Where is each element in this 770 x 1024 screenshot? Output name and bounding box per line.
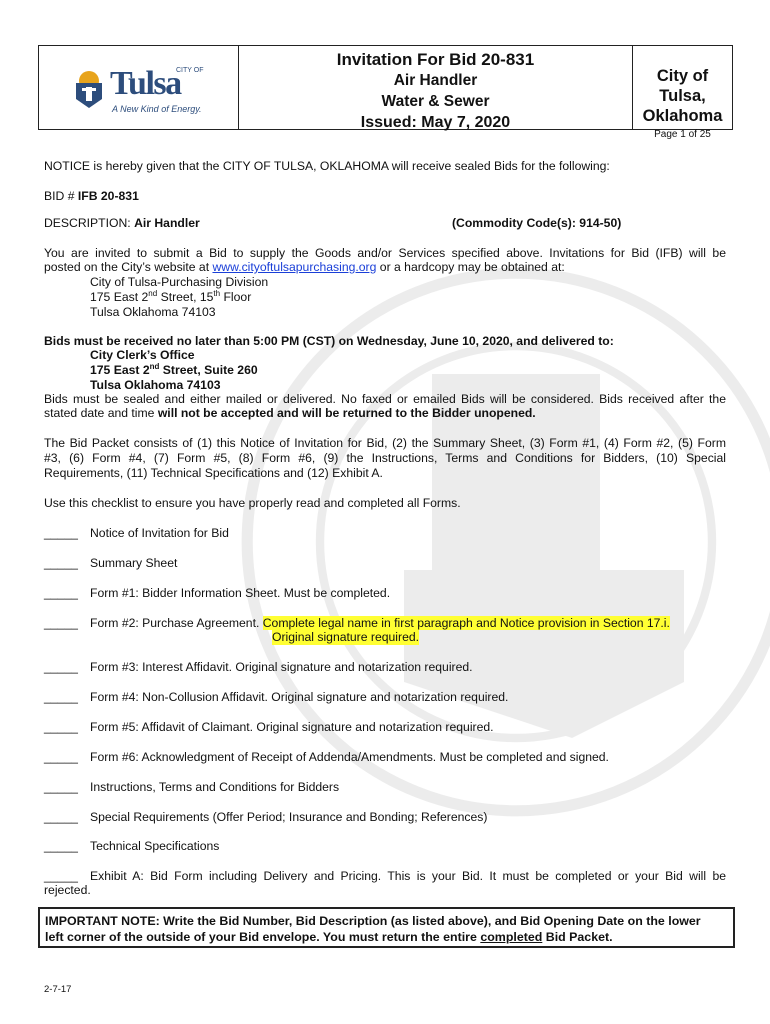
clerk-city: Tulsa Oklahoma 74103 bbox=[90, 378, 221, 392]
address-line3: Tulsa Oklahoma 74103 bbox=[90, 305, 216, 319]
tulsa-shield-icon bbox=[72, 69, 106, 109]
footer-revision: 2-7-17 bbox=[44, 984, 72, 995]
bid-title: Invitation For Bid 20-831 bbox=[336, 50, 535, 69]
logo-cell bbox=[39, 46, 239, 129]
description-label: DESCRIPTION: Air Handler bbox=[44, 216, 200, 230]
important-note-box bbox=[38, 907, 735, 948]
bid-number: BID # IFB 20-831 bbox=[44, 189, 139, 203]
important-note-line1: IMPORTANT NOTE: Write the Bid Number, Bid Description (as listed above), and Bid Opening Date on the lower bbox=[45, 914, 701, 928]
address-line2: 175 East 2nd Street, 15th Floor bbox=[90, 288, 252, 304]
address-line1: City of Tulsa-Purchasing Division bbox=[90, 275, 269, 289]
check-blank[interactable]: _____ bbox=[44, 526, 78, 540]
packet-line2: #3, (6) Form #4, (7) Form #5, (8) Form #6, (9) the Instructions, Terms and Conditions for Bidders, (10) Special bbox=[44, 451, 726, 465]
check-blank[interactable]: _____ bbox=[44, 556, 78, 570]
bid-department: Water & Sewer bbox=[381, 93, 490, 110]
commodity-code: (Commodity Code(s): 914-50) bbox=[452, 216, 622, 230]
check-blank[interactable]: _____ bbox=[44, 616, 78, 630]
invite-line2: posted on the City’s website at www.cityoftulsapurchasing.org or a hardcopy may be obtained at: bbox=[44, 260, 565, 274]
check-blank[interactable]: _____ bbox=[44, 586, 78, 600]
title-cell bbox=[239, 46, 633, 129]
logo-wordmark: Tulsa bbox=[110, 65, 181, 102]
city-logo bbox=[72, 63, 212, 118]
check-blank[interactable]: _____ bbox=[44, 720, 78, 734]
bid-subject: Air Handler bbox=[393, 72, 478, 89]
check-blank[interactable]: _____ bbox=[44, 780, 78, 794]
important-note-line2: left corner of the outside of your Bid envelope. You must return the entire completed Bid Packet. bbox=[45, 930, 613, 944]
check-blank[interactable]: _____ bbox=[44, 750, 78, 764]
packet-line3: Requirements, (11) Technical Specifications and (12) Exhibit A. bbox=[44, 466, 383, 480]
deadline-text: Bids must be received no later than 5:00 PM (CST) on Wednesday, June 10, 2020, and delivered to: bbox=[44, 334, 614, 348]
city-name: City of Tulsa, bbox=[656, 67, 709, 105]
logo-tagline: A New Kind of Energy. bbox=[112, 104, 202, 114]
page-number: Page 1 of 25 bbox=[654, 129, 711, 140]
purchasing-website-link[interactable]: www.cityoftulsapurchasing.org bbox=[212, 260, 377, 274]
check-blank[interactable]: _____ bbox=[44, 869, 78, 883]
sealed-bids-line: Bids must be sealed and either mailed or delivered. No faxed or emailed Bids will be considered. Bids received after the bbox=[44, 392, 726, 406]
stated-date-line: stated date and time will not be accepted and will be returned to the Bidder unopened. bbox=[44, 406, 536, 420]
logo-city-of: CITY OF bbox=[176, 67, 204, 74]
notice-text: NOTICE is hereby given that the CITY OF TULSA, OKLAHOMA will receive sealed Bids for the following: bbox=[44, 159, 610, 173]
header-table bbox=[38, 45, 733, 140]
check-blank[interactable]: _____ bbox=[44, 839, 78, 853]
city-cell bbox=[633, 46, 732, 140]
clerk-office: City Clerk’s Office bbox=[90, 348, 195, 362]
document-page: Tulsa CITY OF A New Kind of Energy. Invitation For Bid 20-831 Air Handler Water & Sewer Issued: May 7, 2020 City of Tulsa, Oklahoma Page 1 of 25 NOTICE is hereby given that the CITY OF TULSA, OKLAHOMA will receive sealed Bids for the following: BID # IFB 20-831 DESCRIPTION: Air Handler (Commodity Code(s): 914-50) You are invited to submit a Bid to supply the Goods and/or Services specified above. Invitations for Bid (IFB) will be posted on the City’s website at www.cityoftulsapurchasing.org or a hardcopy may be obtained at: City of Tulsa-Purchasing Division 175 East 2nd Street, 15th Floor Tulsa Oklahoma 74103 Bids must be received no later than 5:00 PM (CST) on Wednesday, June 10, 2020, and delivered to: City Clerk’s Office 175 East 2nd Street, Suite 260 Tulsa Oklahoma 74103 Bids must be sealed and either mailed or delivered. No faxed or emailed Bids will be considered. Bids received after the stated date and time will not be accepted and will be returned to the Bidder unopened. The Bid Packet consists of (1) this Notice of Invitation for Bid, (2) the Summary Sheet, (3) Form #1, (4) Form #2, (5) Form #3, (6) Form #4, (7) Form #5, (8) Form #6, (9) the Instructions, Terms and Conditions for Bidders, (10) Special Requirements, (11) Technical Specifications and (12) Exhibit A. Use this checklist to ensure you have properly read and completed all Forms. _____ Notice of Invitation for Bid _____ Summary Sheet _____ Form #1: Bidder Information Sheet. Must be completed. _____ Form #2: Purchase Agreement. Complete legal name in first paragraph and Notice provision in Section 17.i. Original signature required. _____ Form #3: Interest Affidavit. Original signature and notarization required. _____ Form #4: Non-Collusion Affidavit. Original signature and notarization required. _____ Form #5: Affidavit of Claimant. Original signature and notarization required. _____ Form #6: Acknowledgment of Receipt of Addenda/Amendments. Must be completed and signed. _____ Instructions, Terms and Conditions for Bidders _____ Special Requirements (Offer Period; Insurance and Bonding; References) _____ Technical Specifications _____ Exhibit A: Bid Form including Delivery and Pricing. This is your Bid. It must be completed or your Bid will be rejected. IMPORTANT NOTE: Write the Bid Number, Bid Description (as listed above), and Bid Opening Date on the lower left corner of the outside of your Bid envelope. You must return the entire completed Bid Packet. 2-7-17 bbox=[0, 0, 770, 1024]
invite-line1: You are invited to submit a Bid to supply the Goods and/or Services specified above. Invitations for Bid (IFB) will be bbox=[44, 246, 726, 260]
checklist-intro: Use this checklist to ensure you have properly read and completed all Forms. bbox=[44, 496, 461, 510]
check-blank[interactable]: _____ bbox=[44, 810, 78, 824]
highlight-requirement: Complete legal name in first paragraph and Notice provision in Section 17.i. bbox=[262, 616, 670, 630]
clerk-street: 175 East 2nd Street, Suite 260 bbox=[90, 361, 258, 377]
state-name: Oklahoma bbox=[642, 107, 723, 125]
check-blank[interactable]: _____ bbox=[44, 660, 78, 674]
packet-line1: The Bid Packet consists of (1) this Notice of Invitation for Bid, (2) the Summary Sheet, (3) Form #1, (4) Form #2, (5) Form bbox=[44, 436, 726, 450]
issued-date: Issued: May 7, 2020 bbox=[360, 114, 511, 131]
check-blank[interactable]: _____ bbox=[44, 690, 78, 704]
highlight-signature: Original signature required. bbox=[272, 630, 420, 644]
